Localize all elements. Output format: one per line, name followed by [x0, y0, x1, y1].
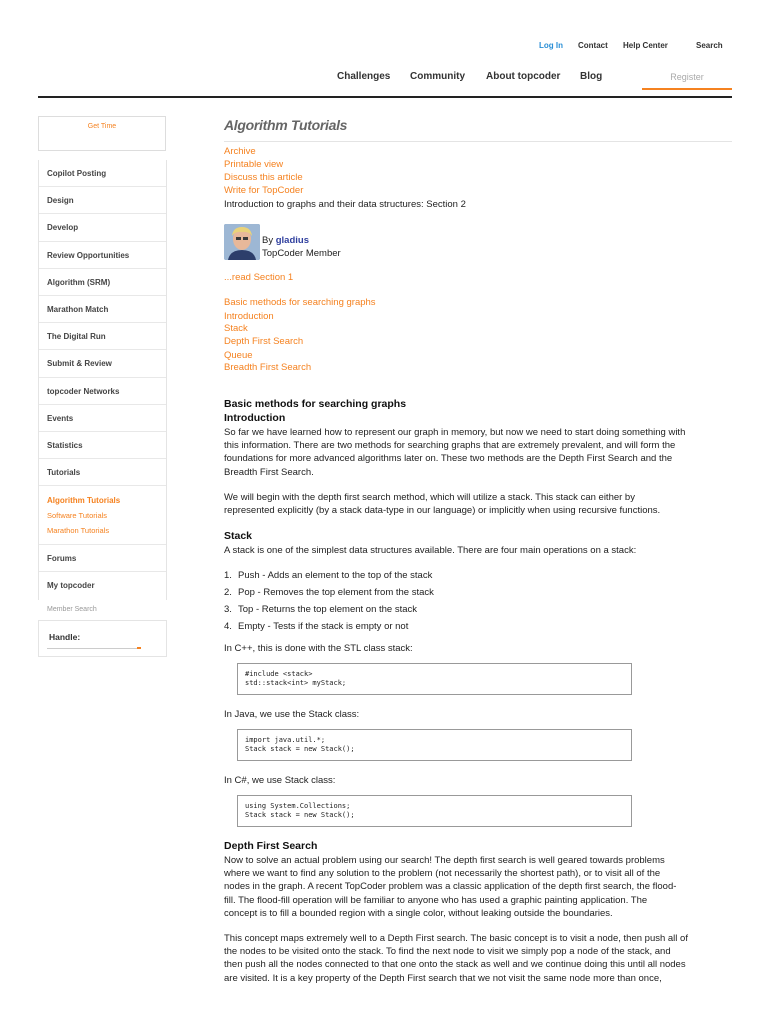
- article-subtitle: Introduction to graphs and their data structures: Section 2: [224, 199, 466, 210]
- list-item: 1. Push - Adds an element to the top of the stack: [224, 570, 433, 581]
- dfs-line: nodes in the graph. A recent TopCoder problem was a classic application of the depth first search, the flood-: [224, 881, 677, 893]
- archive-link[interactable]: Archive: [224, 146, 256, 157]
- toc-introduction-link[interactable]: Introduction: [224, 311, 274, 322]
- toc-stack-link[interactable]: Stack: [224, 323, 248, 334]
- heading-stack: Stack: [224, 530, 253, 542]
- nav-community[interactable]: Community: [410, 71, 465, 82]
- sidebar-subitem-software-tutorials[interactable]: Software Tutorials: [47, 511, 108, 521]
- sidebar-tutorials-group: [39, 486, 166, 545]
- intro-line: this information. There are two methods for searching graphs that are extremely prevalent, and will form the: [224, 440, 676, 452]
- sidebar-item-design[interactable]: Design: [39, 187, 166, 214]
- contact-link[interactable]: Contact: [578, 41, 608, 50]
- sidebar-nav: [38, 160, 167, 600]
- code-block-csharp: using System.Collections; Stack stack = new Stack();: [237, 795, 632, 827]
- sidebar-item-my-topcoder[interactable]: My topcoder: [47, 581, 95, 591]
- stack-paragraph: A stack is one of the simplest data structures available. There are four main operations on a stack:: [224, 545, 637, 556]
- stack-op-top: Top - Returns the top element on the stack: [238, 604, 418, 615]
- heading-basic-methods: Basic methods for searching graphs: [224, 398, 407, 410]
- stack-op-push: Push - Adds an element to the top of the stack: [238, 570, 433, 581]
- dfs-intro-line: represented explicitly (by a stack data-type in our language) or implicitly when using recursive functions.: [224, 505, 661, 517]
- list-item: 4. Empty - Tests if the stack is empty or not: [224, 621, 409, 632]
- csharp-paragraph: In C#, we use Stack class:: [224, 775, 336, 786]
- sidebar-item-review-opportunities[interactable]: Review Opportunities: [39, 242, 166, 269]
- sidebar-item-algorithm-srm[interactable]: Algorithm (SRM): [39, 269, 166, 296]
- code-block-cpp: #include <stack> std::stack<int> myStack;: [237, 663, 632, 695]
- dfs-line: concept is to fill a bounded region with a single color, without leaking outside the boundaries.: [224, 907, 613, 919]
- dfs-line: Now to solve an actual problem using our search! The depth first search is well geared towards problems: [224, 855, 665, 866]
- sidebar-item-marathon-match[interactable]: Marathon Match: [39, 296, 166, 323]
- sidebar-item-submit-review[interactable]: Submit & Review: [39, 350, 166, 377]
- utility-nav: [0, 41, 768, 53]
- heading-introduction: Introduction: [224, 412, 286, 424]
- heading-dfs: Depth First Search: [224, 840, 318, 852]
- author-by-label: By: [262, 235, 274, 246]
- sidebar-item-statistics[interactable]: Statistics: [39, 432, 166, 459]
- dfs-concept-paragraph: [224, 932, 734, 985]
- list-item: 3. Top - Returns the top element on the stack: [224, 604, 418, 615]
- handle-label: Handle:: [49, 632, 81, 642]
- toc-bfs-link[interactable]: Breadth First Search: [224, 362, 312, 373]
- list-item: 2. Pop - Removes the top element from the stack: [224, 587, 434, 598]
- toc-queue-link[interactable]: Queue: [224, 350, 253, 361]
- dfs-line: fill. The flood-fill operation will be familiar to anyone who has used a graphic painting application. The: [224, 894, 648, 906]
- header-divider: [38, 96, 732, 98]
- sidebar-item-develop[interactable]: Develop: [39, 214, 166, 241]
- intro-paragraph: [224, 426, 734, 479]
- page-title: Algorithm Tutorials: [224, 117, 348, 133]
- code-block-java: import java.util.*; Stack stack = new Stack();: [237, 729, 632, 761]
- sidebar-item-topcoder-networks[interactable]: topcoder Networks: [39, 378, 166, 405]
- intro-line: Breadth First Search.: [224, 466, 314, 478]
- cpp-paragraph: In C++, this is done with the STL class stack:: [224, 643, 413, 654]
- dfs-concept-line: then push all the nodes connected to that one onto the stack as well and we continue doing this until all nodes: [224, 959, 686, 971]
- sidebar-item-digital-run[interactable]: The Digital Run: [39, 323, 166, 350]
- register-button[interactable]: [642, 66, 732, 90]
- java-paragraph: In Java, we use the Stack class:: [224, 709, 360, 720]
- dfs-concept-line: are visited. It is a key property of the Depth First search that we not visit the same node more than once,: [224, 972, 662, 984]
- sidebar-item-events[interactable]: Events: [39, 405, 166, 432]
- author-byline: [262, 234, 309, 247]
- sidebar-item-copilot-posting[interactable]: Copilot Posting: [39, 160, 166, 187]
- nav-blog[interactable]: Blog: [580, 71, 603, 82]
- get-time-link[interactable]: Get Time: [87, 123, 117, 130]
- sidebar-subitem-marathon-tutorials[interactable]: Marathon Tutorials: [47, 526, 110, 536]
- nav-about[interactable]: About topcoder: [486, 71, 561, 82]
- author-avatar: [224, 224, 260, 260]
- member-search-label: Member Search: [47, 606, 97, 613]
- register-label: Register: [670, 72, 704, 82]
- dfs-paragraph: [224, 854, 734, 920]
- get-time-box: [38, 116, 166, 151]
- search-link[interactable]: Search: [696, 41, 723, 50]
- sidebar-item-algorithm-tutorials[interactable]: Algorithm Tutorials: [47, 496, 121, 506]
- search-go-button[interactable]: [137, 647, 141, 649]
- handle-input[interactable]: [47, 629, 137, 649]
- help-center-link[interactable]: Help Center: [623, 41, 668, 50]
- stack-op-pop: Pop - Removes the top element from the stack: [238, 587, 434, 598]
- sidebar-item-tutorials[interactable]: Tutorials: [39, 459, 166, 486]
- dfs-line: where we want to find any solution to the problem (not necessarily the shortest path), or to visit all of the: [224, 868, 661, 880]
- nav-challenges[interactable]: Challenges: [337, 71, 391, 82]
- title-divider: [224, 141, 732, 142]
- discuss-article-link[interactable]: Discuss this article: [224, 172, 303, 183]
- dfs-intro-line: We will begin with the depth first search method, which will utilize a stack. This stack can either by: [224, 492, 635, 503]
- intro-line: So far we have learned how to represent our graph in memory, but now we need to start doing something with: [224, 427, 686, 438]
- member-search-box: [38, 620, 167, 657]
- sidebar-item-forums[interactable]: Forums: [39, 545, 166, 572]
- toc-basic-methods-link[interactable]: Basic methods for searching graphs: [224, 297, 376, 308]
- stack-op-empty: Empty - Tests if the stack is empty or not: [238, 621, 409, 632]
- login-link[interactable]: Log In: [539, 41, 563, 50]
- dfs-concept-line: the nodes to be visited onto the stack. To find the next node to visit we simply pop a node of the stack, and: [224, 946, 671, 958]
- toc-dfs-link[interactable]: Depth First Search: [224, 336, 304, 347]
- write-for-topcoder-link[interactable]: Write for TopCoder: [224, 185, 304, 196]
- author-role: TopCoder Member: [262, 248, 341, 259]
- read-section-1-link[interactable]: ...read Section 1: [224, 272, 294, 283]
- intro-line: foundations for more advanced algorithms later on. These two methods are the Depth First Search and the: [224, 453, 673, 465]
- printable-view-link[interactable]: Printable view: [224, 159, 284, 170]
- author-name-link[interactable]: gladius: [275, 235, 309, 246]
- dfs-intro-paragraph: [224, 491, 734, 517]
- dfs-concept-line: This concept maps extremely well to a Depth First search. The basic concept is to visit a node, then push all of: [224, 933, 688, 944]
